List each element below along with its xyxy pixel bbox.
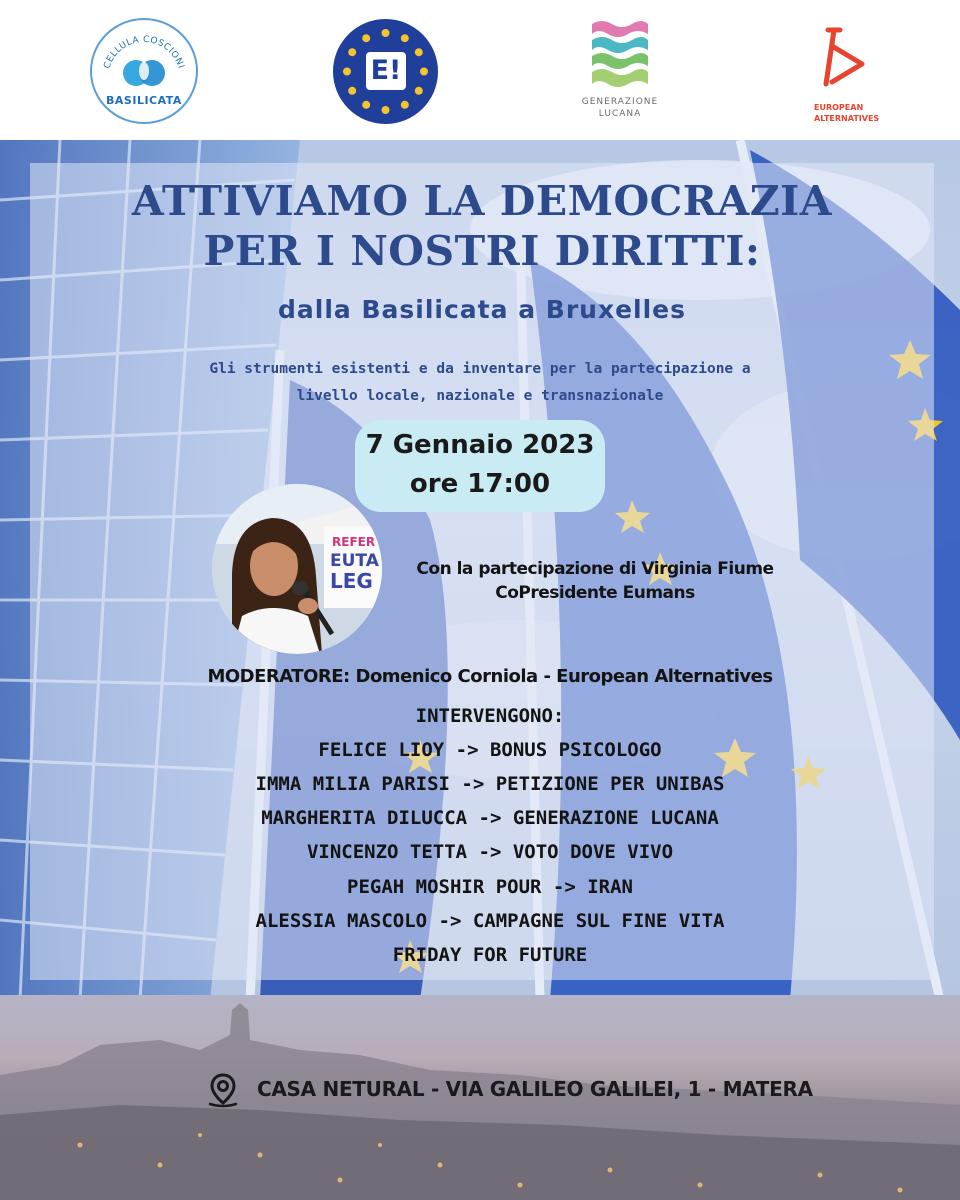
guest-line-1: Con la partecipazione di Virginia Fiume [416,559,774,579]
speaker-3: MARGHERITA DILUCCA -> GENERAZIONE LUCANA [261,807,719,829]
cellula-base-text: BASILICATA [106,94,182,107]
speakers-heading: INTERVENGONO: [415,705,565,727]
event-date: 7 Gennaio 2023 [365,430,595,460]
svg-text:CELLULA COSCIONI: CELLULA COSCIONI [102,34,186,71]
guest-portrait [212,484,382,654]
ea-line1: EUROPEAN [814,103,864,112]
generazione-waves-icon [580,20,660,92]
description-line-1: Gli strumenti esistenti e da inventare per la partecipazione a [209,361,751,377]
generazione-lucana-logo [580,20,660,122]
ea-text [814,102,914,124]
sign-text-2: EUTA [330,551,379,571]
cellula-coscioni-logo [90,18,198,124]
european-alternatives-logo [806,26,906,123]
guest-line-2: CoPresidente Eumans [495,583,695,603]
title-line-2: PER I NOSTRI DIRITTI: [203,227,761,275]
eumans-logo [333,19,438,124]
location-pin-icon [205,1072,241,1108]
date-badge [355,420,605,512]
ea-line2: ALTERNATIVES [814,114,880,123]
speaker-5: PEGAH MOSHIR POUR -> IRAN [347,876,633,898]
sign-text-3: LEG [330,569,373,593]
description-line-2: livello locale, nazionale e transnazionale [296,388,664,404]
ea-arrow-icon [806,26,906,98]
guest-portrait-illustration [212,484,382,654]
venue [205,1072,855,1108]
speaker-4: VINCENZO TETTA -> VOTO DOVE VIVO [306,841,674,863]
moderator: MODERATORE: Domenico Corniola - European Alternatives [207,666,773,687]
subtitle: dalla Basilicata a Bruxelles [277,295,687,324]
speaker-6: ALESSIA MASCOLO -> CAMPAGNE SUL FINE VITA [255,910,725,932]
generazione-text [580,96,660,120]
speaker-7: FRIDAY FOR FUTURE [392,944,588,966]
sign-text-1: REFER [332,535,376,549]
generazione-line1: GENERAZIONE [581,97,659,107]
cellula-cells-icon [122,58,166,88]
logo-bar [0,0,960,140]
speaker-1: FELICE LIOY -> BONUS PSICOLOGO [318,739,662,761]
venue-address: CASA NETURAL - VIA GALILEO GALILEI, 1 - MATERA [257,1077,813,1101]
event-time: ore 17:00 [409,469,551,499]
speaker-2: IMMA MILIA PARISI -> PETIZIONE PER UNIBAS [255,773,725,795]
title-line-1: ATTIVIAMO LA DEMOCRAZIA [131,177,833,225]
eumans-mark: E! [366,52,406,90]
generazione-line2: LUCANA [598,109,642,119]
description [150,356,810,410]
